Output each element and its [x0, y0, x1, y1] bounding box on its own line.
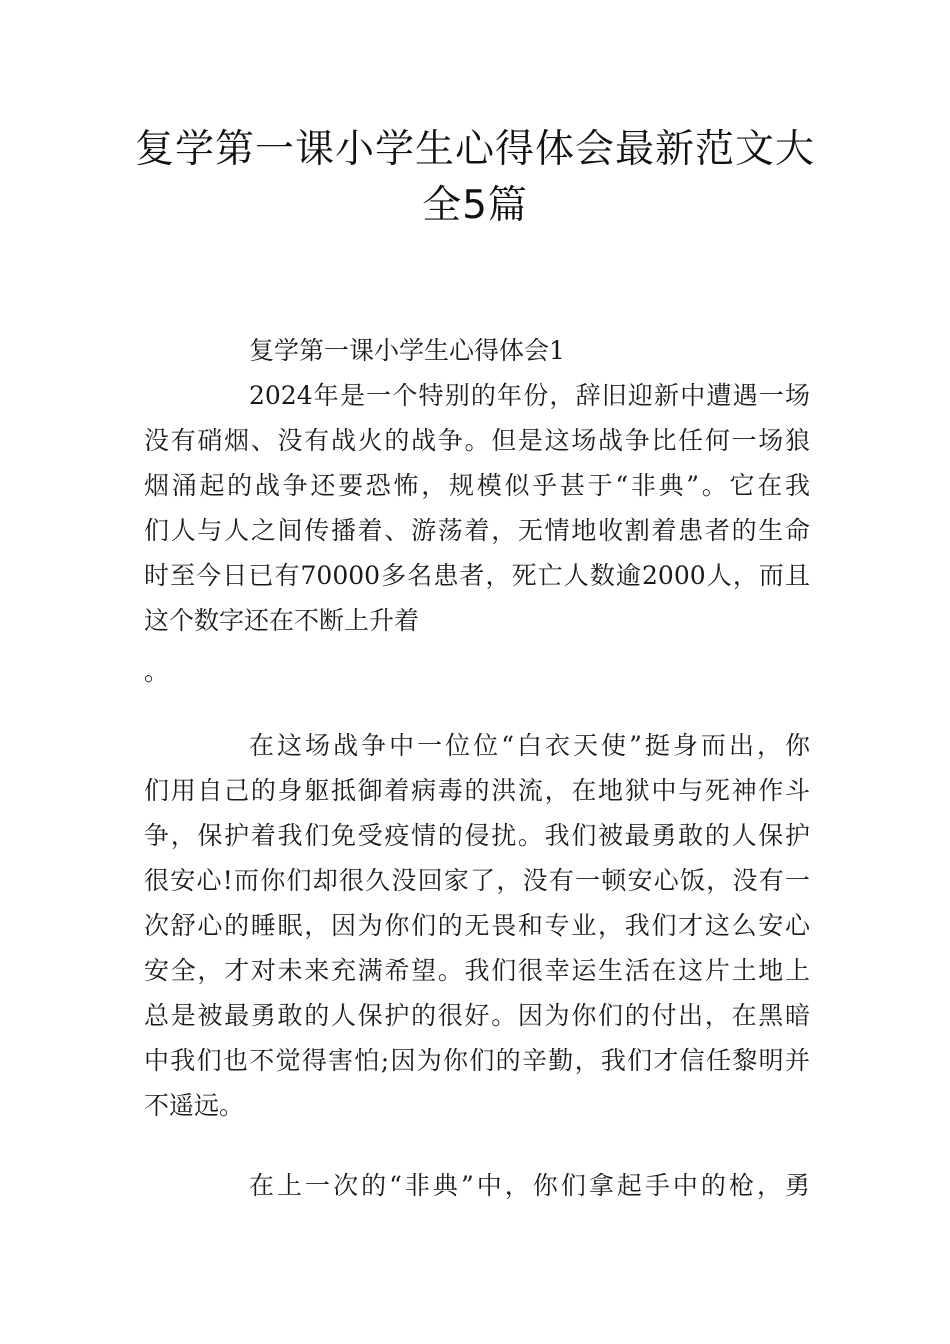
paragraph-line: 2024年是一个特别的年份，辞旧迎新中遭遇一场: [249, 381, 810, 410]
paragraph-line: 中我们也不觉得害怕;因为你们的辛勤，我们才信任黎明并: [144, 1046, 810, 1075]
title-line-2: 全5篇: [422, 183, 528, 228]
paragraph-line: 。: [144, 657, 170, 686]
paragraph-line: 没有硝烟、没有战火的战争。但是这场战争比任何一场狼: [144, 426, 810, 455]
paragraph-1: [144, 328, 810, 694]
paragraph-line: 次舒心的睡眠，因为你们的无畏和专业，我们才这么安心: [144, 911, 810, 940]
title-line-1: 复学第一课小学生心得体会最新范文大: [134, 127, 815, 172]
paragraph-2: [144, 723, 810, 1128]
paragraph-line: 争，保护着我们免受疫情的侵扰。我们被最勇敢的人保护: [144, 821, 810, 850]
paragraph-line: 很安心!而你们却很久没回家了，没有一顿安心饭，没有一: [144, 866, 810, 895]
paragraph-3: [144, 1163, 810, 1208]
paragraph-line: 烟涌起的战争还要恐怖，规模似乎甚于“非典”。它在我: [144, 471, 810, 500]
document-title: [130, 122, 820, 234]
section-heading: 复学第一课小学生心得体会1: [249, 336, 565, 365]
paragraph-line: 们用自己的身躯抵御着病毒的洪流，在地狱中与死神作斗: [144, 776, 810, 805]
paragraph-line: 这个数字还在不断上升着: [144, 606, 420, 635]
paragraph-line: 时至今日已有70000多名患者，死亡人数逾2000人，而且: [144, 561, 810, 590]
paragraph-line: 不遥远。: [144, 1091, 245, 1120]
paragraph-line: 在上一次的“非典”中，你们拿起手中的枪，勇: [249, 1171, 810, 1200]
paragraph-line: 在这场战争中一位位“白衣天使”挺身而出，你: [249, 731, 810, 760]
paragraph-line: 总是被最勇敢的人保护的很好。因为你们的付出，在黑暗: [144, 1001, 810, 1030]
paragraph-line: 安全，才对未来充满希望。我们很幸运生活在这片土地上: [144, 956, 810, 985]
paragraph-line: 们人与人之间传播着、游荡着，无情地收割着患者的生命: [144, 516, 810, 545]
